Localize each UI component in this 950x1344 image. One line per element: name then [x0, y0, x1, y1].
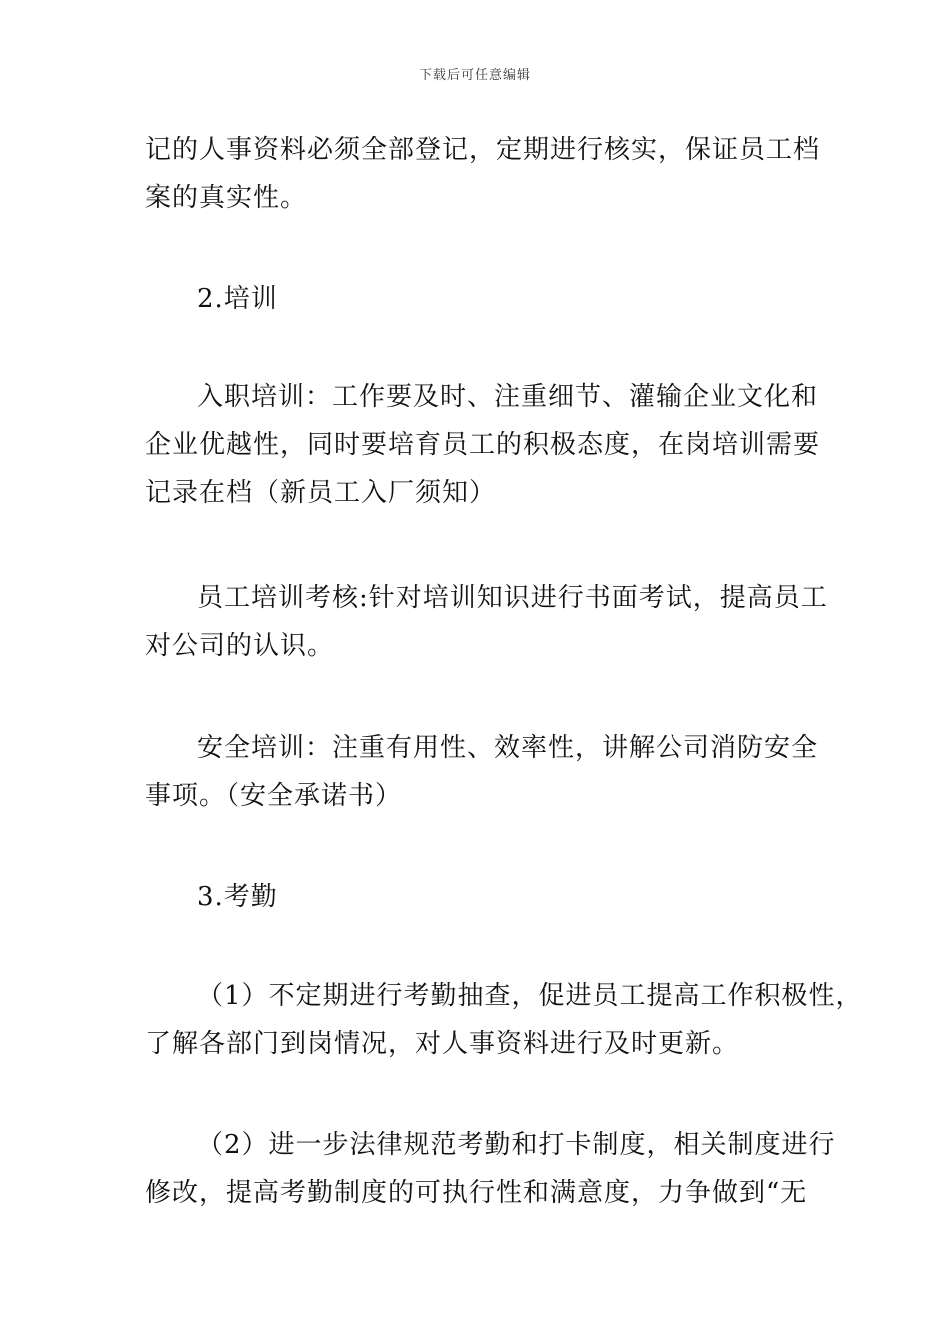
paragraph-line: 企业优越性，同时要培育员工的积极态度，在岗培训需要: [145, 430, 821, 460]
heading-text: 2.培训: [197, 284, 278, 314]
paragraph-line: （1）不定期进行考勤抽查，促进员工提高工作积极性，: [197, 981, 863, 1011]
paragraph-line: 员工培训考核:针对培训知识进行书面考试，提高员工: [197, 583, 828, 613]
section-heading-attendance: [145, 873, 815, 921]
page-header: 下载后可任意编辑: [418, 68, 531, 83]
paragraph-personnel-records: [145, 126, 821, 222]
paragraph-line: 记的人事资料必须全部登记，定期进行核实，保证员工档: [145, 135, 821, 165]
paragraph-line: 对公司的认识。: [145, 631, 335, 661]
paragraph-training-assessment: [145, 574, 828, 670]
paragraph-line: 了解各部门到岗情况，对人事资料进行及时更新。: [145, 1029, 740, 1059]
paragraph-line: 事项。（安全承诺书）: [145, 781, 403, 811]
paragraph-line: （2）进一步法律规范考勤和打卡制度，相关制度进行: [197, 1130, 836, 1160]
paragraph-attendance-item-1: [145, 972, 863, 1068]
paragraph-safety-training: [145, 724, 819, 820]
paragraph-line: 安全培训：注重有用性、效率性，讲解公司消防安全: [197, 733, 819, 763]
paragraph-line: 入职培训：工作要及时、注重细节、灌输企业文化和: [197, 382, 819, 412]
paragraph-attendance-item-2: [145, 1121, 836, 1217]
paragraph-line: 记录在档（新员工入厂须知）: [145, 478, 497, 508]
paragraph-line: 案的真实性。: [145, 183, 308, 213]
paragraph-line: 修改，提高考勤制度的可执行性和满意度，力争做到“无: [145, 1178, 808, 1208]
section-heading-training: [145, 275, 815, 323]
paragraph-onboarding-training: [145, 373, 821, 517]
heading-text: 3.考勤: [197, 882, 278, 912]
